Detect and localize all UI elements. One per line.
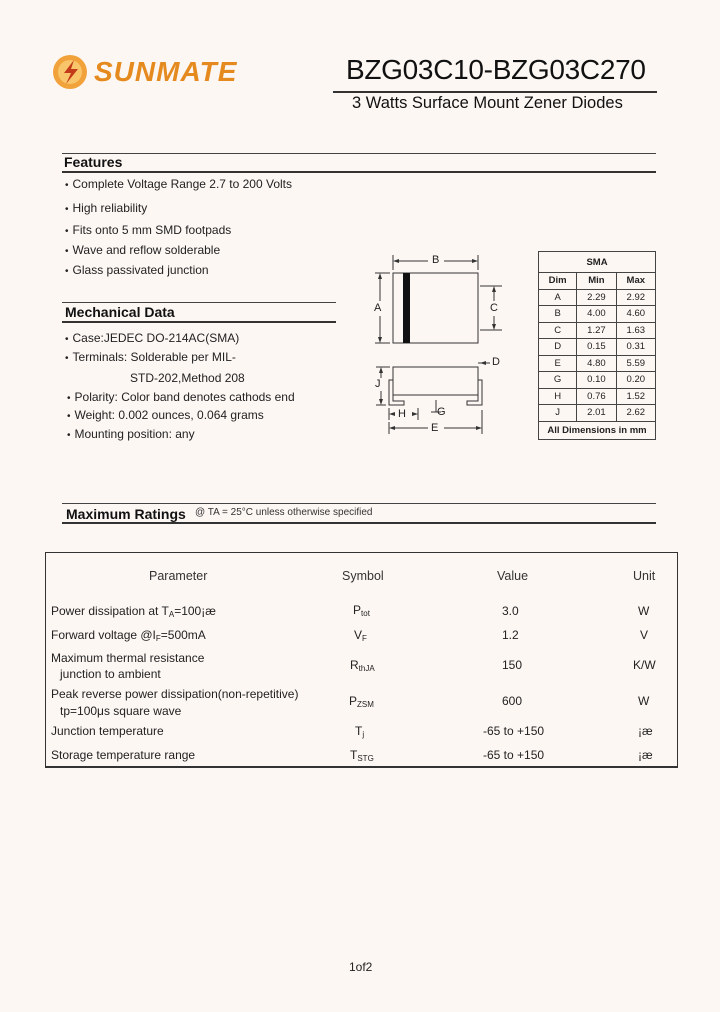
features-heading: Features (64, 154, 123, 170)
mechanical-item: • Case:JEDEC DO-214AC(SMA) (65, 331, 240, 345)
min-col-header: Min (577, 273, 616, 290)
ratings-param: Maximum thermal resistance (51, 651, 205, 665)
feature-item: • Wave and reflow solderable (65, 243, 221, 257)
table-row: D 0.15 0.31 (539, 339, 656, 356)
page-subtitle: 3 Watts Surface Mount Zener Diodes (352, 94, 623, 112)
ratings-param: Peak reverse power dissipation(non-repetitive) (51, 687, 299, 701)
feature-item: • Glass passivated junction (65, 263, 209, 277)
ratings-unit: ¡æ (638, 748, 653, 762)
ratings-unit: ¡æ (638, 724, 653, 738)
package-outline-diagram (360, 250, 510, 440)
ratings-bottom-rule (62, 522, 656, 524)
ratings-symbol: $T_{STG}$ (350, 748, 374, 763)
ratings-note: @ TA = 25°C unless otherwise specified (195, 507, 373, 518)
max-col-header: Max (616, 273, 655, 290)
ratings-param: Junction temperature (51, 724, 164, 738)
dim-label-d: D (492, 356, 500, 368)
ratings-heading: Maximum Ratings (66, 506, 186, 522)
dim-label-b: B (432, 254, 440, 266)
col-header-symbol: Symbol (342, 569, 384, 583)
mechanical-item: • Terminals: Solderable per MIL- (65, 350, 236, 364)
feature-item: • Complete Voltage Range 2.7 to 200 Volts (65, 177, 293, 191)
feature-item: • High reliability (65, 201, 148, 215)
table-row: C 1.27 1.63 (539, 322, 656, 339)
ratings-value: 3.0 (502, 604, 519, 618)
ratings-symbol: $P_{tot}$ (353, 603, 370, 618)
ratings-top-rule (62, 503, 656, 504)
ratings-param-line2: junction to ambient (60, 667, 161, 681)
dim-label-c: C (490, 302, 498, 314)
ratings-symbol: $T_j$ (355, 724, 365, 739)
ratings-value: -65 to +150 (483, 724, 545, 738)
feature-item: • Fits onto 5 mm SMD footpads (65, 223, 232, 237)
table-row: B 4.00 4.60 (539, 306, 656, 323)
mechanical-item: • Weight: 0.002 ounces, 0.064 grams (67, 408, 264, 422)
logo-text: SUNMATE (94, 56, 238, 87)
mechanical-bottom-rule (62, 321, 336, 323)
mechanical-heading: Mechanical Data (65, 304, 175, 320)
ratings-param: Storage temperature range (51, 748, 196, 762)
ratings-symbol: $R_{thJA}$ (350, 658, 375, 673)
page-title: BZG03C10-BZG03C270 (346, 54, 646, 85)
col-header-parameter: Parameter (149, 569, 208, 583)
mechanical-item-continued: STD-202,Method 208 (130, 371, 245, 385)
dim-label-a: A (374, 302, 382, 314)
table-row: E 4.80 5.59 (539, 355, 656, 372)
mechanical-item: • Mounting position: any (67, 427, 195, 441)
table-row: G 0.10 0.20 (539, 372, 656, 389)
table-row: J 2.01 2.62 (539, 405, 656, 422)
col-header-value: Value (497, 569, 529, 583)
ratings-symbol: $P_{ZSM}$ (349, 694, 374, 709)
dim-table-footer: All Dimensions in mm (539, 421, 656, 439)
dimension-table (538, 251, 656, 440)
dim-label-g: G (437, 406, 446, 418)
ratings-unit: V (640, 628, 649, 642)
ratings-value: -65 to +150 (483, 748, 545, 762)
mechanical-item: • Polarity: Color band denotes cathods end (67, 390, 295, 404)
ratings-value: 150 (502, 658, 523, 672)
dim-col-header: Dim (539, 273, 577, 290)
mechanical-top-rule (62, 302, 336, 303)
title-divider (333, 91, 657, 93)
page-number: 1of2 (349, 960, 373, 974)
ratings-param: Forward voltage $@I_F=500mA$ (51, 628, 206, 643)
logo-sun-icon (48, 50, 92, 94)
table-row: H 0.76 1.52 (539, 388, 656, 405)
ratings-value: 600 (502, 694, 523, 708)
dim-label-h: H (398, 408, 406, 420)
dim-label-e: E (431, 422, 439, 434)
col-header-unit: Unit (633, 569, 656, 583)
ratings-value: 1.2 (502, 628, 519, 642)
ratings-unit: W (638, 604, 650, 618)
table-row: A 2.29 2.92 (539, 289, 656, 306)
features-bottom-rule (62, 171, 656, 173)
features-top-rule (62, 153, 656, 154)
ratings-param-line2: tp=100μs square wave (60, 704, 182, 718)
ratings-param: Power dissipation at $T_A=100¡æ$ (51, 604, 216, 619)
dim-label-j: J (375, 378, 381, 390)
ratings-unit: K/W (633, 658, 656, 672)
ratings-unit: W (638, 694, 650, 708)
ratings-symbol: $V_F$ (354, 628, 367, 643)
dim-table-caption: SMA (539, 252, 656, 273)
